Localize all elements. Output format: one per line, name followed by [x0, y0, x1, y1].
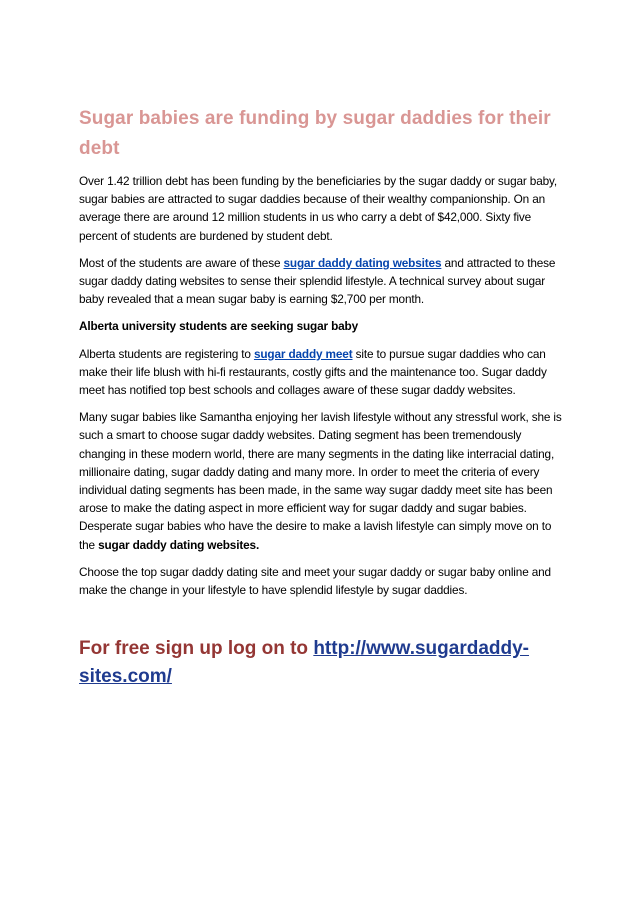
signup-footer: [79, 635, 565, 691]
paragraph-samantha: [79, 408, 565, 554]
article-title: Sugar babies are funding by sugar daddies for their debt: [79, 108, 551, 159]
paragraph-choose: Choose the top sugar daddy dating site and meet your sugar daddy or sugar baby online and make the change in your lifestyle to have splendid lifestyle by sugar daddies.: [79, 564, 551, 598]
paragraph-text: Many sugar babies like Samantha enjoying her lavish lifestyle without any stressful work, she is such a smart to choose sugar daddy websites. Dating segment has been tremendously changing in these modern world, there are many segments in the dating like interracial dating, millionaire dating, sugar daddy dating and many more. In order to meet the criteria of every individual dating segments has been made, in the same way sugar daddy meet site has been arose to make the dating aspect in more efficient way for sugar daddy and sugar babies. Desperate sugar babies who have the desire to make a lavish lifestyle can simply move on to the: [79, 410, 562, 552]
paragraph-debt: Over 1.42 trillion debt has been funding by the beneficiaries by the sugar daddy or sugar baby, sugar babies are attracted to sugar daddies because of their wealthy companionship. On an average there are around 12 million students in us who carry a debt of $42,000. Sixty five percent of students are burdened by student debt.: [79, 174, 558, 243]
paragraph-text: Most of the students are aware of these: [79, 255, 284, 270]
bold-phrase: sugar daddy dating websites.: [98, 537, 260, 552]
signup-url-link[interactable]: http://www.sugardaddy-sites.com/: [79, 638, 530, 688]
paragraph-text: site to pursue sugar daddies who can make their life blush with hi-fi restaurants, costly gifts and the maintenance too. Sugar daddy meet has notified top best schools and collages aware of these sugar daddy websites.: [79, 346, 547, 398]
paragraph-websites: [79, 254, 565, 309]
sugar-daddy-meet-link[interactable]: sugar daddy meet: [253, 346, 353, 361]
subheading: Alberta university students are seeking sugar baby: [79, 319, 359, 334]
paragraph-text: and attracted to these sugar daddy dating websites to sense their splendid lifestyle. A technical survey about sugar baby revealed that a mean sugar baby is earning $2,700 per month.: [79, 255, 556, 307]
sugar-daddy-dating-websites-link[interactable]: sugar daddy dating websites: [283, 255, 442, 270]
paragraph-text: Alberta students are registering to: [79, 346, 254, 361]
paragraph-alberta: [79, 345, 565, 400]
footer-prefix: For free sign up log on to: [79, 638, 314, 660]
article-body: [79, 104, 565, 691]
